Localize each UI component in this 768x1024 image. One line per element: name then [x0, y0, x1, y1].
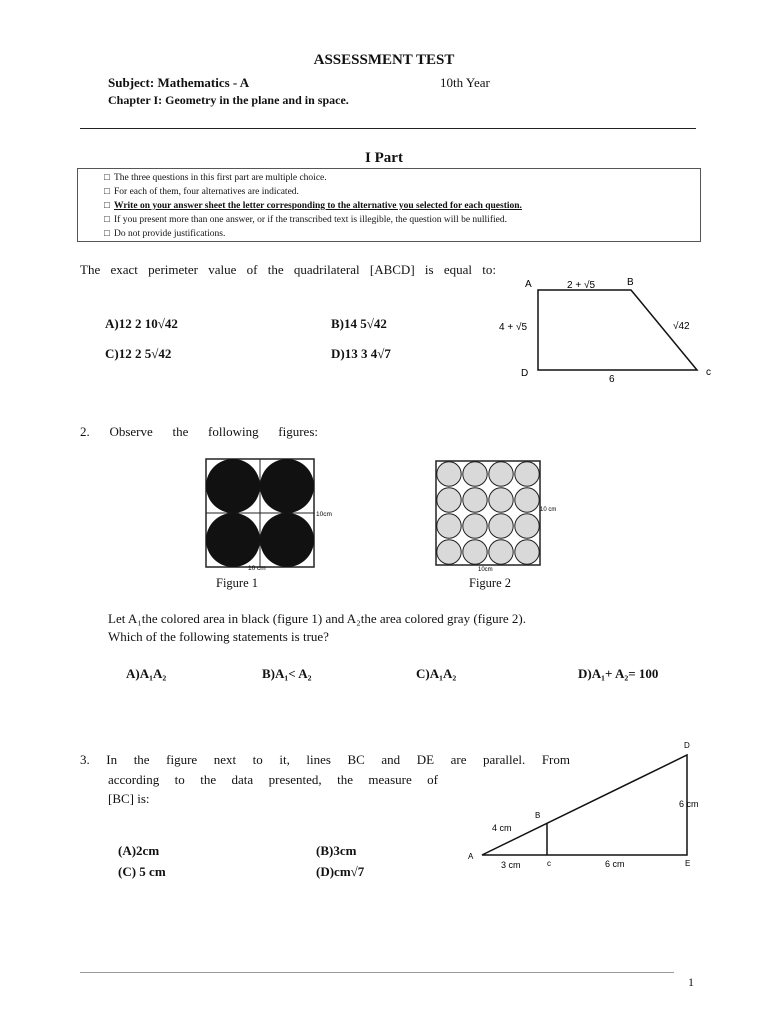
figure-1-side-label: 10cm — [316, 511, 332, 518]
gray-circle — [463, 514, 487, 538]
year-label: 10th Year — [440, 75, 490, 90]
black-circle — [260, 513, 314, 567]
gray-circle — [437, 462, 461, 486]
gray-circle — [515, 514, 539, 538]
figure-1-caption: Figure 1 — [216, 576, 259, 590]
vertex-a-label: A — [525, 279, 532, 290]
instruction-item: □ For each of them, four alternatives are indicated. — [104, 187, 299, 197]
instruction-item: □ If you present more than one answer, or if the transcribed text is illegible, the question will be nullified. — [104, 215, 507, 225]
top-side-label: 2 + √5 — [567, 280, 596, 291]
chapter-line: Chapter I: Geometry in the plane and in space. — [108, 93, 349, 107]
gray-circles — [437, 462, 539, 564]
q3-option-a[interactable]: (A)2cm — [118, 843, 160, 858]
q2-option-c[interactable]: C)A₁A₂ — [416, 666, 457, 681]
vertex-d-label: D — [684, 741, 690, 750]
black-circle — [260, 459, 314, 513]
de-length-label: 6 cm — [679, 799, 699, 809]
black-circle — [206, 513, 260, 567]
part-title: I Part — [365, 150, 403, 166]
figure-2-side-label: 10 cm — [540, 507, 557, 513]
q3-line-2: according to the data presented, the measure of — [108, 772, 438, 787]
q2-option-b[interactable]: B)A₁< A₂ — [262, 666, 312, 681]
q3-line-3: [BC] is: — [108, 791, 150, 806]
gray-circle — [437, 514, 461, 538]
gray-circle — [437, 488, 461, 512]
ce-length-label: 6 cm — [605, 859, 625, 869]
vertex-e-label: E — [685, 859, 691, 868]
gray-circle — [515, 540, 539, 564]
ac-length-label: 3 cm — [501, 860, 521, 870]
q1-option-c[interactable]: C)12 2 5√42 — [105, 346, 172, 361]
vertex-c-label: c — [547, 859, 551, 868]
gray-circle — [463, 462, 487, 486]
q3-option-c[interactable]: (C) 5 cm — [118, 864, 166, 879]
right-side-label: √42 — [673, 321, 690, 332]
figure-2-caption: Figure 2 — [469, 576, 512, 590]
gray-circle — [463, 488, 487, 512]
vertex-b-label: B — [535, 811, 541, 820]
gray-circle — [489, 514, 513, 538]
figure-2 — [430, 455, 570, 575]
gray-circle — [515, 488, 539, 512]
figure-2-bottom-label: 10cm — [478, 567, 493, 573]
black-circle — [206, 459, 260, 513]
q1-option-a[interactable]: A)12 2 10√42 — [105, 316, 178, 331]
q1-option-b[interactable]: B)14 5√42 — [331, 316, 387, 331]
q2-statement-1: Let A₁the colored area in black (figure 1) and A₂the area colored gray (figure 2). — [108, 611, 527, 626]
instruction-item: □ The three questions in this first part are multiple choice. — [104, 173, 327, 183]
q2-text: 2. Observe the following figures: — [80, 424, 318, 439]
subject-line: Subject: Mathematics - A — [108, 75, 250, 90]
footer-divider — [80, 972, 674, 973]
gray-circle — [437, 540, 461, 564]
q2-option-d[interactable]: D)A₁+ A₂= 100 — [578, 666, 659, 681]
q1-option-d[interactable]: D)13 3 4√7 — [331, 346, 391, 361]
ab-length-label: 4 cm — [492, 823, 512, 833]
left-side-label: 4 + √5 — [499, 322, 528, 333]
document-title: ASSESSMENT TEST — [313, 52, 455, 68]
page-number: 1 — [688, 975, 694, 989]
header-divider — [80, 128, 696, 129]
vertex-b-label: B — [627, 277, 634, 288]
bottom-side-label: 6 — [609, 374, 615, 385]
instruction-item: □ Do not provide justifications. — [104, 229, 226, 239]
gray-circle — [515, 462, 539, 486]
gray-circle — [489, 540, 513, 564]
vertex-c-label: c — [706, 367, 711, 378]
q3-triangle-figure — [462, 735, 718, 880]
figure-1-bottom-label: 10 cm — [248, 565, 266, 572]
gray-circle — [489, 462, 513, 486]
q2-statement-2: Which of the following statements is true? — [108, 629, 329, 644]
vertex-a-label: A — [468, 852, 474, 861]
q1-text: The exact perimeter value of the quadrilateral [ABCD] is equal to: — [80, 262, 496, 277]
q2-option-a[interactable]: A)A₁A₂ — [126, 666, 167, 681]
q3-option-b[interactable]: (B)3cm — [316, 843, 357, 858]
vertex-d-label: D — [521, 368, 529, 379]
instructions-box — [77, 168, 701, 242]
q3-line-1: 3. In the figure next to it, lines BC and DE are parallel. From — [80, 752, 570, 767]
gray-circle — [489, 488, 513, 512]
gray-circle — [463, 540, 487, 564]
q3-option-d[interactable]: (D)cm√7 — [316, 864, 365, 879]
figure-1 — [200, 455, 350, 575]
instruction-item: □ Write on your answer sheet the letter corresponding to the alternative you selected for each question. — [104, 201, 522, 211]
triangle-ade — [482, 755, 687, 855]
q1-trapezoid-figure — [495, 272, 725, 387]
